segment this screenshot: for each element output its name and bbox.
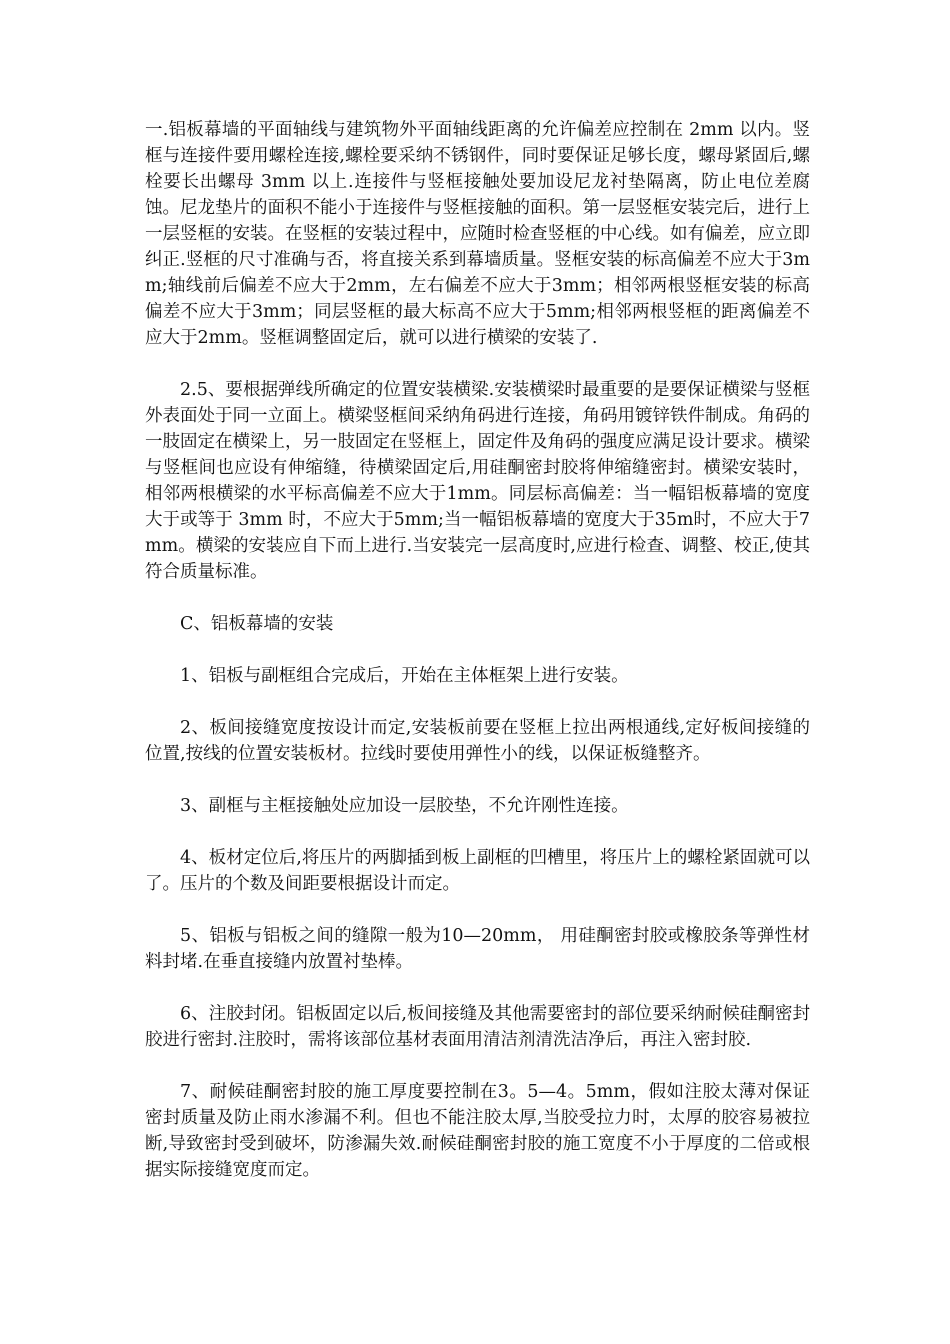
paragraph-step-2: 2、板间接缝宽度按设计而定,安装板前要在竖框上拉出两根通线,定好板间接缝的位置,按线的位置安装板材。拉线时要使用弹性小的线，以保证板缝整齐。 <box>145 718 810 764</box>
paragraph-crossbeam-install: 2.5、要根据弹线所确定的位置安装横梁.安装横梁时最重要的是要保证横梁与竖框外表面处于同一立面上。横梁竖框间采纳角码进行连接，角码用镀锌铁件制成。角码的一肢固定在横梁上，另一肢固定在竖框上，固定件及角码的强度应满足设计要求。横梁与竖框间也应设有伸缩缝，待横梁固定后,用硅酮密封胶将伸缩缝密封。横梁安装时，相邻两根横梁的水平标高偏差不应大于1mm。同层标高偏差：当一幅铝板幕墙的宽度大于或等于 3mm 时，不应大于5mm;当一幅铝板幕墙的宽度大于35m时，不应大于7mm。横梁的安装应自下而上进行.当安装完一层高度时,应进行检查、调整、校正,使其符合质量标准。 <box>145 380 810 582</box>
document-page <box>145 117 810 1209</box>
paragraph-step-5: 5、铝板与铝板之间的缝隙一般为10—20mm， 用硅酮密封胶或橡胶条等弹性材料封堵.在垂直接缝内放置衬垫棒。 <box>145 926 810 972</box>
paragraph-axis-deviation: 一.铝板幕墙的平面轴线与建筑物外平面轴线距离的允许偏差应控制在 2mm 以内。竖框与连接件要用螺栓连接,螺栓要采纳不锈钢件，同时要保证足够长度，螺母紧固后,螺栓要长出螺母 3mm 以上.连接件与竖框接触处要加设尼龙衬垫隔离，防止电位差腐蚀。尼龙垫片的面积不能小于连接件与竖框接触的面积。第一层竖框安装完后，进行上一层竖框的安装。在竖框的安装过程中，应随时检查竖框的中心线。如有偏差，应立即纠正.竖框的尺寸准确与否，将直接关系到幕墙质量。竖框安装的标高偏差不应大于3mm;轴线前后偏差不应大于2mm，左右偏差不应大于3mm；相邻两根竖框安装的标高偏差不应大于3mm；同层竖框的最大标高不应大于5mm;相邻两根竖框的距离偏差不应大于2mm。竖框调整固定后，就可以进行横梁的安装了. <box>145 120 810 348</box>
paragraph-step-6: 6、注胶封闭。铝板固定以后,板间接缝及其他需要密封的部位要采纳耐候硅酮密封胶进行密封.注胶时，需将该部位基材表面用清洁剂清洗洁净后，再注入密封胶. <box>145 1004 810 1050</box>
paragraph-step-1: 1、铝板与副框组合完成后，开始在主体框架上进行安装。 <box>180 666 629 686</box>
paragraph-step-7: 7、耐候硅酮密封胶的施工厚度要控制在3。5—4。5mm，假如注胶太薄对保证密封质量及防止雨水渗漏不利。但也不能注胶太厚,当胶受拉力时，太厚的胶容易被拉断,导致密封受到破坏，防渗漏失效.耐候硅酮密封胶的施工宽度不小于厚度的二倍或根据实际接缝宽度而定。 <box>145 1082 810 1180</box>
paragraph-step-3: 3、副框与主框接触处应加设一层胶垫，不允许刚性连接。 <box>180 796 629 816</box>
paragraph-step-4: 4、板材定位后,将压片的两脚插到板上副框的凹槽里，将压片上的螺栓紧固就可以了。压片的个数及间距要根据设计而定。 <box>145 848 810 894</box>
section-heading-aluminum-panel: C、铝板幕墙的安装 <box>180 614 334 634</box>
